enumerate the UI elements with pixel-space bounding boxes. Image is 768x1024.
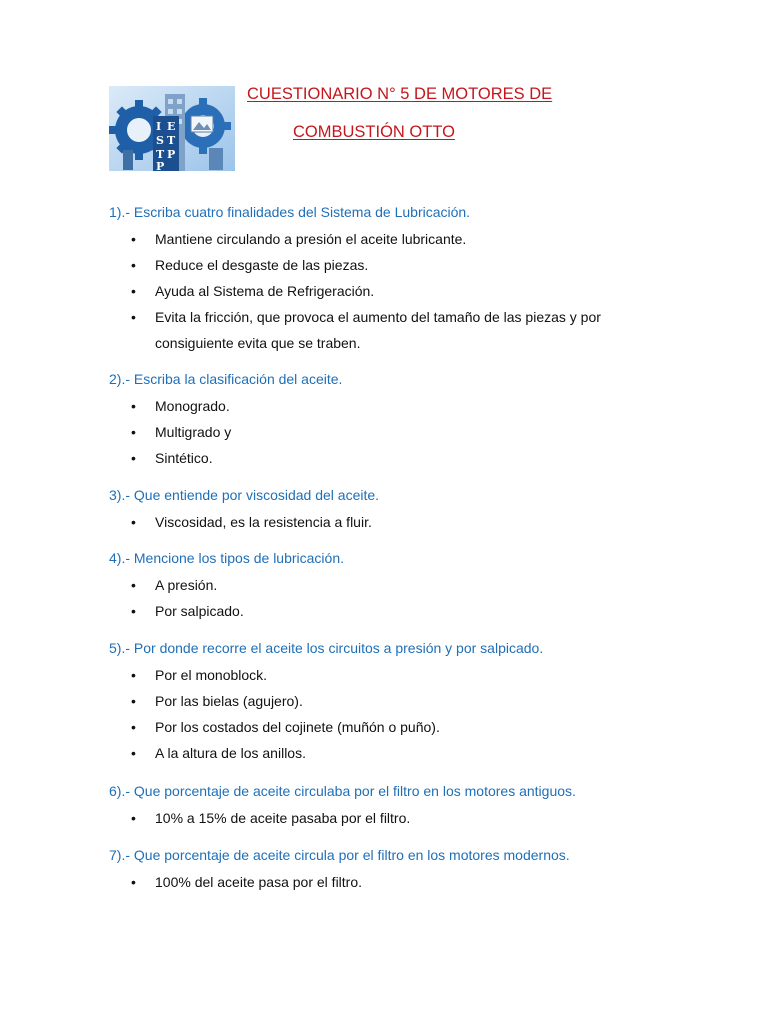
question-7: 7).- Que porcentaje de aceite circula por el filtro en los motores modernos. [109,847,570,863]
bullet-icon: • [131,398,136,414]
list-item: • Multigrado y [0,419,231,445]
list-item: • Monogrado. [0,393,231,419]
bullet-icon: • [131,283,136,299]
document-title-line-2: COMBUSTIÓN OTTO [293,123,455,141]
list-item: • Viscosidad, es la resistencia a fluir. [0,509,372,535]
list-item: • Reduce el desgaste de las piezas. [0,252,655,278]
svg-text:P: P [167,148,176,161]
answer-list-6 [0,805,410,831]
question-4: 4).- Mencione los tipos de lubricación. [109,550,345,566]
list-item: • Evita la fricción, que provoca el aumento del tamaño de las piezas y por consiguiente evita que se traben. [0,304,655,356]
gears-logo-icon [109,86,235,171]
answer-list-2 [0,393,231,471]
bullet-icon: • [131,514,136,530]
bullet-icon: • [131,603,136,619]
list-item: • Por las bielas (agujero). [0,688,440,714]
bullet-icon: • [131,719,136,735]
list-item: • Ayuda al Sistema de Refrigeración. [0,278,655,304]
list-item: • A la altura de los anillos. [0,740,440,766]
svg-text:S: S [156,134,164,147]
question-6: 6).- Que porcentaje de aceite circulaba por el filtro en los motores antiguos. [109,783,576,799]
question-3: 3).- Que entiende por viscosidad del aceite. [109,487,380,503]
answer-list-7 [0,869,362,895]
bullet-icon: • [131,309,136,325]
document-title-line-1: CUESTIONARIO N° 5 DE MOTORES DE [247,85,553,103]
answer-list-4 [0,572,244,624]
institution-logo [109,86,235,171]
bullet-icon: • [131,693,136,709]
list-item: • 100% del aceite pasa por el filtro. [0,869,362,895]
bullet-icon: • [131,450,136,466]
svg-text:P: P [156,160,165,171]
bullet-icon: • [131,667,136,683]
bullet-icon: • [131,257,136,273]
answer-list-5 [0,662,440,766]
question-2: 2).- Escriba la clasificación del aceite. [109,371,343,387]
list-item: • Por salpicado. [0,598,244,624]
bullet-icon: • [131,745,136,761]
list-item: • Por los costados del cojinete (muñón o puño). [0,714,440,740]
question-1: 1).- Escriba cuatro finalidades del Sistema de Lubricación. [109,204,471,220]
answer-list-1 [0,226,655,356]
question-5: 5).- Por donde recorre el aceite los circuitos a presión y por salpicado. [109,640,544,656]
list-item: • Sintético. [0,445,231,471]
bullet-icon: • [131,231,136,247]
bullet-icon: • [131,577,136,593]
answer-list-3 [0,509,372,535]
bullet-icon: • [131,424,136,440]
svg-text:I: I [156,120,162,133]
svg-text:T: T [156,148,165,161]
svg-text:E: E [167,120,176,133]
list-item: • Mantiene circulando a presión el aceite lubricante. [0,226,655,252]
list-item: • 10% a 15% de aceite pasaba por el filtro. [0,805,410,831]
list-item: • Por el monoblock. [0,662,440,688]
bullet-icon: • [131,874,136,890]
svg-text:T: T [167,134,176,147]
bullet-icon: • [131,810,136,826]
list-item: • A presión. [0,572,244,598]
